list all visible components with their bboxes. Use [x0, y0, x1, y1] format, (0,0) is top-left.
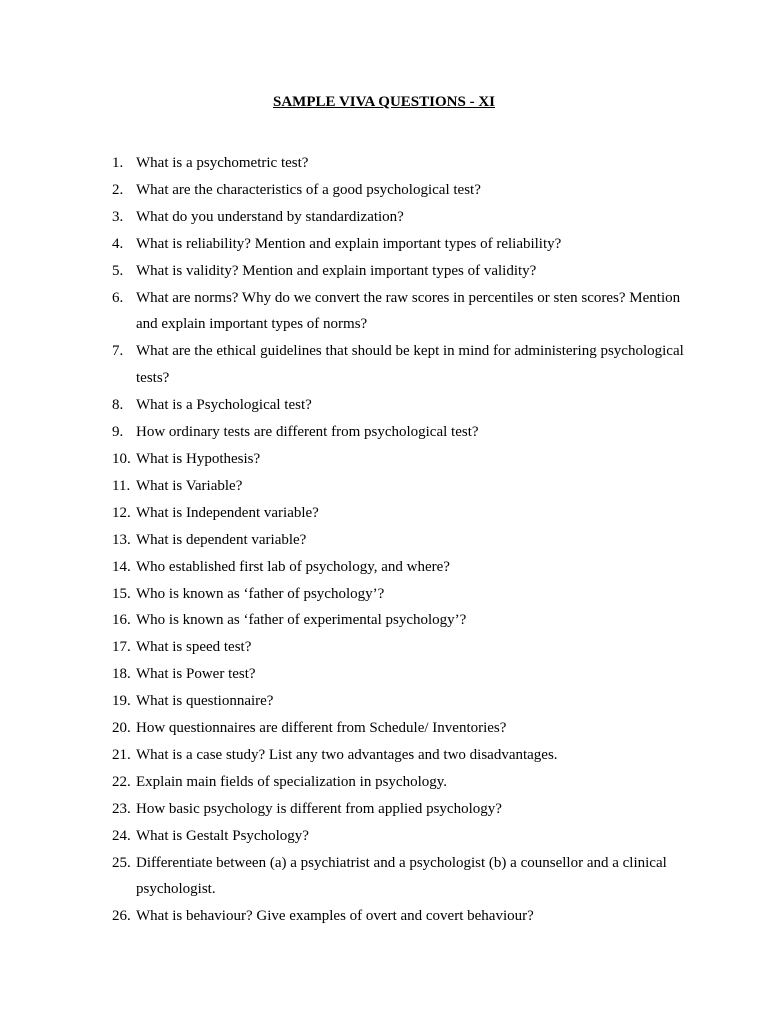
question-text: What is Variable?: [136, 477, 243, 494]
question-text: Who is known as ‘father of psychology’?: [136, 585, 385, 602]
question-text: How questionnaires are different from Schedule/ Inventories?: [136, 720, 507, 737]
question-number: 7.: [112, 343, 124, 360]
question-text: What are the characteristics of a good psychological test?: [136, 181, 481, 198]
question-text: What is Independent variable?: [136, 504, 319, 521]
question-text: Differentiate between (a) a psychiatrist and a psychologist (b) a counsellor and a clinical psychologist.: [136, 854, 667, 898]
list-item: [112, 581, 692, 608]
question-text: What is a Psychological test?: [136, 397, 312, 414]
question-text: What is Gestalt Psychology?: [136, 827, 309, 844]
question-number: 25.: [112, 854, 131, 871]
list-item: [112, 258, 692, 285]
question-number: 3.: [112, 208, 124, 225]
list-item: [112, 177, 692, 204]
page-title: SAMPLE VIVA QUESTIONS - XI: [272, 94, 495, 110]
list-item: [112, 742, 692, 769]
question-number: 12.: [112, 504, 131, 521]
list-item: [112, 715, 692, 742]
question-number: 21.: [112, 746, 131, 763]
question-number: 22.: [112, 773, 131, 790]
list-item: [112, 688, 692, 715]
question-text: What is validity? Mention and explain important types of validity?: [136, 262, 537, 279]
question-number: 20.: [112, 720, 131, 737]
question-number: 4.: [112, 235, 124, 252]
list-item: [112, 500, 692, 527]
question-number: 16.: [112, 612, 131, 629]
list-item: [112, 823, 692, 850]
question-text: How basic psychology is different from applied psychology?: [136, 800, 502, 817]
question-number: 23.: [112, 800, 131, 817]
question-text: What is reliability? Mention and explain important types of reliability?: [136, 235, 562, 252]
question-text: Who established first lab of psychology, and where?: [136, 558, 450, 575]
list-item: [112, 850, 692, 904]
question-text: What is Hypothesis?: [136, 450, 261, 467]
list-item: [112, 285, 692, 339]
question-number: 9.: [112, 424, 124, 441]
question-text: What is speed test?: [136, 639, 252, 656]
list-item: [112, 769, 692, 796]
question-number: 19.: [112, 693, 131, 710]
list-item: [112, 554, 692, 581]
question-number: 2.: [112, 181, 124, 198]
list-item: [112, 231, 692, 258]
question-text: What is behaviour? Give examples of overt and covert behaviour?: [136, 908, 534, 925]
list-item: [112, 796, 692, 823]
list-item: [112, 527, 692, 554]
list-item: [112, 473, 692, 500]
list-item: [112, 150, 692, 177]
question-number: 18.: [112, 666, 131, 683]
question-text: What is questionnaire?: [136, 693, 274, 710]
list-item: [112, 338, 692, 392]
list-item: [112, 607, 692, 634]
question-number: 26.: [112, 908, 131, 925]
list-item: [112, 903, 692, 930]
question-text: What is a case study? List any two advantages and two disadvantages.: [136, 746, 558, 763]
question-text: How ordinary tests are different from psychological test?: [136, 424, 479, 441]
list-item: [112, 661, 692, 688]
question-text: What is dependent variable?: [136, 531, 307, 548]
question-number: 6.: [112, 289, 124, 306]
question-number: 17.: [112, 639, 131, 656]
question-text: What are the ethical guidelines that should be kept in mind for administering psychological tests?: [136, 343, 684, 387]
question-number: 13.: [112, 531, 131, 548]
question-number: 15.: [112, 585, 131, 602]
question-text: What are norms? Why do we convert the raw scores in percentiles or sten scores? Mention and explain important types of norms?: [136, 289, 681, 333]
question-number: 10.: [112, 450, 131, 467]
list-item: [112, 446, 692, 473]
question-number: 1.: [112, 155, 124, 171]
question-text: What is Power test?: [136, 666, 256, 683]
question-text: What is a psychometric test?: [136, 155, 309, 171]
question-list: [112, 150, 692, 930]
question-text: Who is known as ‘father of experimental psychology’?: [136, 612, 467, 629]
question-number: 24.: [112, 827, 131, 844]
list-item: [112, 204, 692, 231]
list-item: [112, 634, 692, 661]
list-item: [112, 392, 692, 419]
question-number: 8.: [112, 397, 124, 414]
question-text: What do you understand by standardization?: [136, 208, 404, 225]
question-number: 14.: [112, 558, 131, 575]
question-number: 11.: [112, 477, 131, 494]
list-item: [112, 419, 692, 446]
question-number: 5.: [112, 262, 124, 279]
question-text: Explain main fields of specialization in psychology.: [136, 773, 448, 790]
